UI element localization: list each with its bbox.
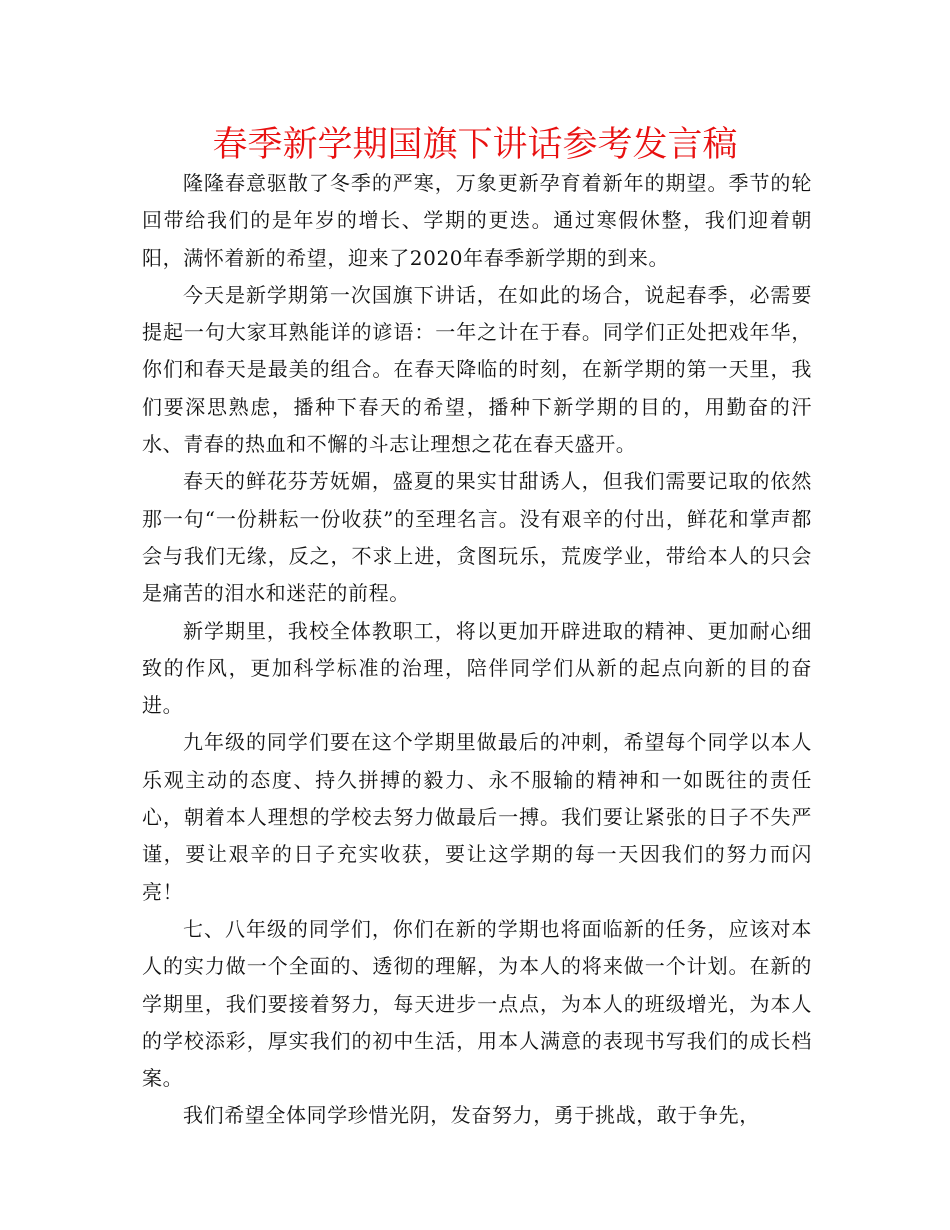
paragraph: 今天是新学期第一次国旗下讲话，在如此的场合，说起春季，必需要提起一句大家耳熟能详的谚语：一年之计在于春。同学们正处把戏年华，你们和春天是最美的组合。在春天降临的时刻，在新学期的第一天里，我们要深思熟虑，播种下春天的希望，播种下新学期的目的，用勤奋的汗水、青春的热血和不懈的斗志让理想之花在春天盛开。 [142, 282, 812, 457]
document-body [142, 165, 812, 1135]
paragraph: 九年级的同学们要在这个学期里做最后的冲刺，希望每个同学以本人乐观主动的态度、持久拼搏的毅力、永不服输的精神和一如既往的责任心，朝着本人理想的学校去努力做最后一搏。我们要让紧张的日子不失严谨，要让艰辛的日子充实收获，要让这学期的每一天因我们的努力而闪亮！ [142, 730, 812, 904]
paragraph: 七、八年级的同学们，你们在新的学期也将面临新的任务，应该对本人的实力做一个全面的、透彻的理解，为本人的将来做一个计划。在新的学期里，我们要接着努力，每天进步一点点，为本人的班级增光，为本人的学校添彩，厚实我们的初中生活，用本人满意的表现书写我们的成长档案。 [142, 916, 812, 1091]
paragraph: 新学期里，我校全体教职工，将以更加开辟进取的精神、更加耐心细致的作风，更加科学标准的治理，陪伴同学们从新的起点向新的目的奋进。 [142, 618, 812, 718]
paragraph: 春天的鲜花芬芳妩媚，盛夏的果实甘甜诱人，但我们需要记取的依然那一句“一份耕耘一份收获”的至理名言。没有艰辛的付出，鲜花和掌声都会与我们无缘，反之，不求上进，贪图玩乐，荒废学业，带给本人的只会是痛苦的泪水和迷茫的前程。 [142, 469, 812, 606]
paragraph: 我们希望全体同学珍惜光阴，发奋努力，勇于挑战，敢于争先， [183, 1103, 760, 1128]
paragraph: 隆隆春意驱散了冬季的严寒，万象更新孕育着新年的期望。季节的轮回带给我们的是年岁的增长、学期的更迭。通过寒假休整，我们迎着朝阳，满怀着新的希望，迎来了2020年春季新学期的到来。 [142, 171, 812, 270]
document-title: 春季新学期国旗下讲话参考发言稿 [212, 125, 738, 165]
